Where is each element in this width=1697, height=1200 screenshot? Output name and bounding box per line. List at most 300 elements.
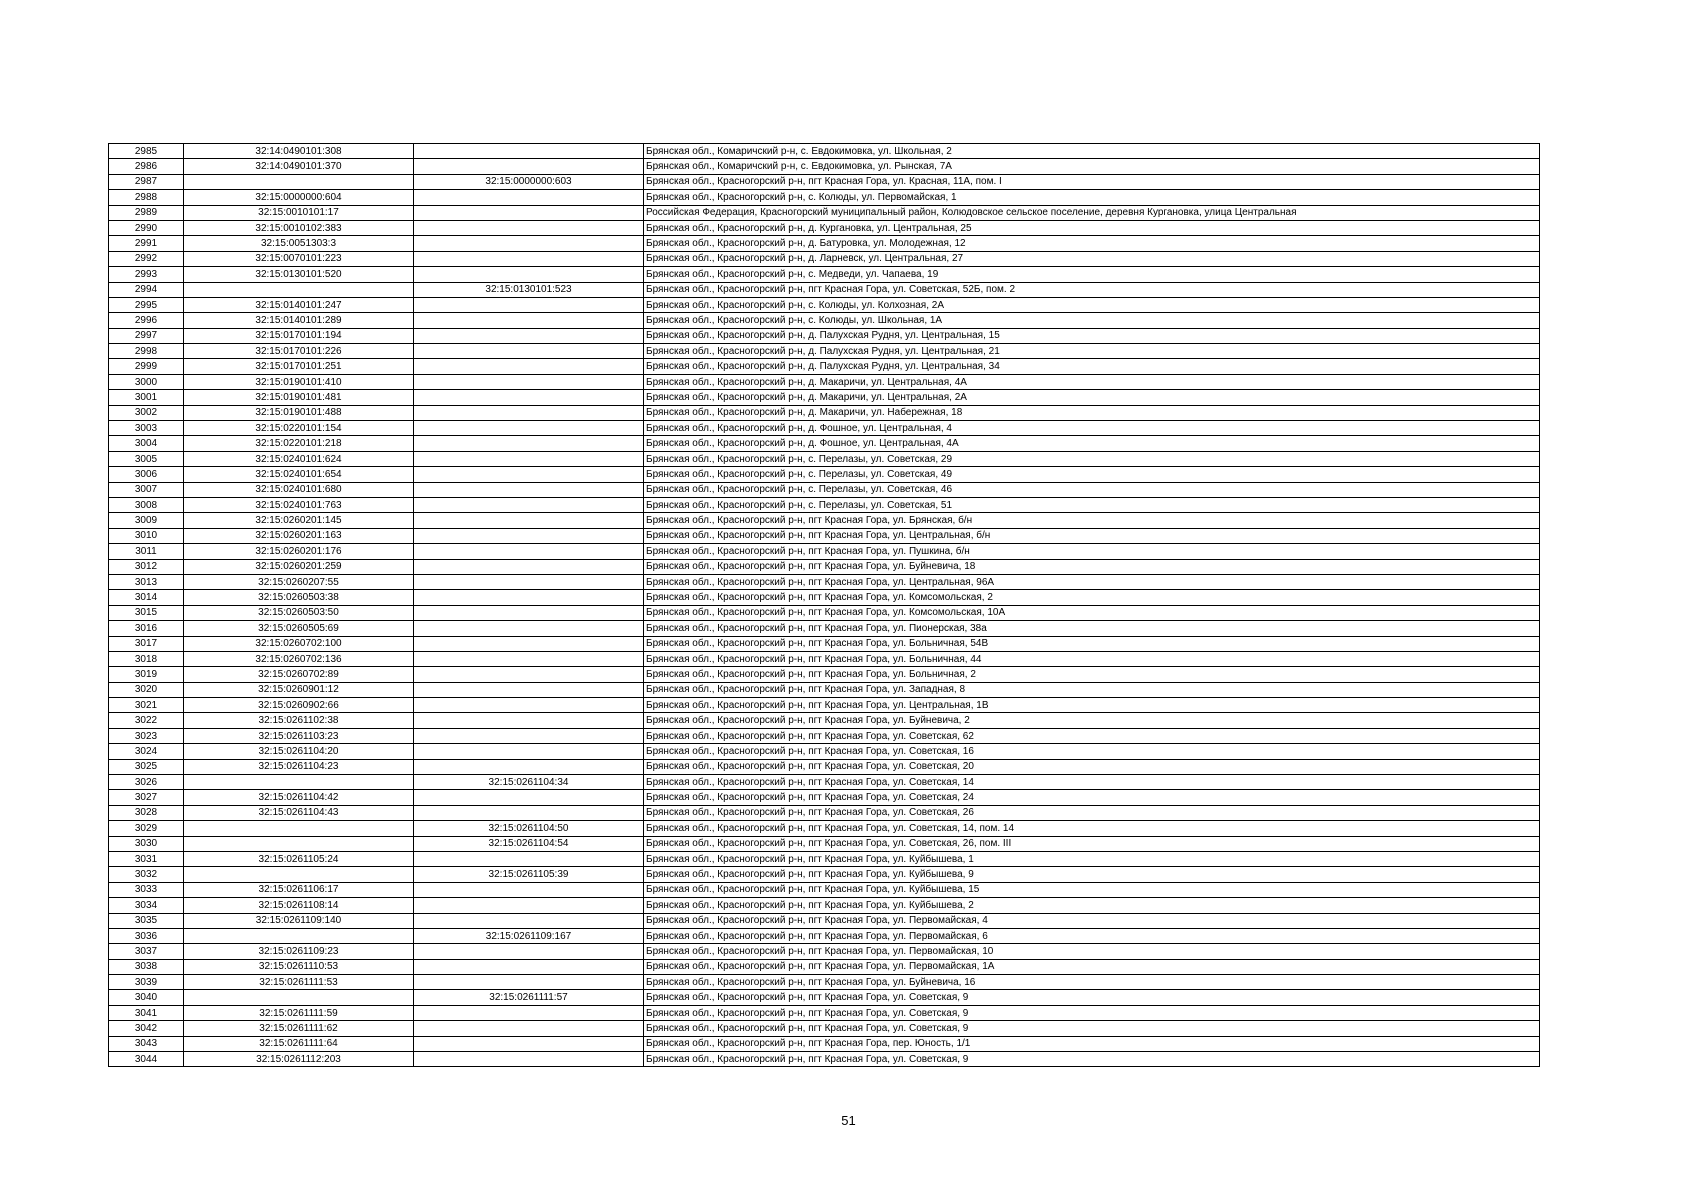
cadastral-number-room-cell [414, 805, 644, 820]
row-number-cell: 3011 [109, 544, 184, 559]
row-number-cell: 2991 [109, 236, 184, 251]
cadastral-number-room-cell [414, 636, 644, 651]
cadastral-number-room-cell [414, 590, 644, 605]
row-number-cell: 2995 [109, 297, 184, 312]
cadastral-number-land-cell: 32:15:0140101:247 [184, 297, 414, 312]
cadastral-number-land-cell: 32:15:0261104:23 [184, 759, 414, 774]
address-cell: Брянская обл., Красногорский р-н, пгт Красная Гора, ул. Советская, 14, пом. 14 [644, 821, 1540, 836]
cadastral-number-land-cell: 32:15:0261108:14 [184, 898, 414, 913]
cadastral-number-room-cell [414, 574, 644, 589]
table-row [109, 1052, 1540, 1067]
row-number-cell: 3024 [109, 744, 184, 759]
row-number-cell: 2986 [109, 159, 184, 174]
row-number-cell: 2998 [109, 344, 184, 359]
cadastral-number-room-cell [414, 359, 644, 374]
table-row [109, 944, 1540, 959]
cadastral-number-land-cell: 32:15:0261105:24 [184, 851, 414, 866]
table-row [109, 636, 1540, 651]
cadastral-number-room-cell: 32:15:0261109:167 [414, 928, 644, 943]
address-cell: Брянская обл., Красногорский р-н, пгт Красная Гора, ул. Пионерская, 38а [644, 621, 1540, 636]
row-number-cell: 3019 [109, 667, 184, 682]
address-cell: Брянская обл., Красногорский р-н, с. Колюды, ул. Колхозная, 2А [644, 297, 1540, 312]
cadastral-number-land-cell: 32:15:0010102:383 [184, 220, 414, 235]
cadastral-number-room-cell [414, 390, 644, 405]
row-number-cell: 3041 [109, 1005, 184, 1020]
cadastral-number-land-cell [184, 990, 414, 1005]
address-cell: Брянская обл., Красногорский р-н, пгт Красная Гора, ул. Центральная, 96А [644, 574, 1540, 589]
row-number-cell: 2999 [109, 359, 184, 374]
cadastral-number-room-cell: 32:15:0261104:50 [414, 821, 644, 836]
cadastral-number-land-cell: 32:15:0261109:140 [184, 913, 414, 928]
cadastral-number-land-cell [184, 174, 414, 189]
row-number-cell: 3036 [109, 928, 184, 943]
table-row [109, 482, 1540, 497]
table-row [109, 728, 1540, 743]
cadastral-number-room-cell [414, 497, 644, 512]
table-row [109, 667, 1540, 682]
address-cell: Брянская обл., Красногорский р-н, д. Макаричи, ул. Набережная, 18 [644, 405, 1540, 420]
address-cell: Брянская обл., Красногорский р-н, с. Колюды, ул. Школьная, 1А [644, 313, 1540, 328]
table-row [109, 821, 1540, 836]
cadastral-number-room-cell [414, 144, 644, 159]
address-cell: Брянская обл., Красногорский р-н, д. Макаричи, ул. Центральная, 2А [644, 390, 1540, 405]
cadastral-number-land-cell: 32:15:0261106:17 [184, 882, 414, 897]
address-cell: Брянская обл., Красногорский р-н, пгт Красная Гора, ул. Советская, 9 [644, 1052, 1540, 1067]
address-cell: Брянская обл., Красногорский р-н, пгт Красная Гора, ул. Буйневича, 18 [644, 559, 1540, 574]
cadastral-number-room-cell [414, 1036, 644, 1051]
cadastral-number-room-cell [414, 898, 644, 913]
table-row [109, 836, 1540, 851]
cadastral-number-room-cell [414, 251, 644, 266]
cadastral-number-room-cell [414, 959, 644, 974]
cadastral-number-land-cell: 32:15:0261102:38 [184, 713, 414, 728]
row-number-cell: 3035 [109, 913, 184, 928]
address-cell: Брянская обл., Красногорский р-н, пгт Красная Гора, ул. Куйбышева, 1 [644, 851, 1540, 866]
row-number-cell: 3043 [109, 1036, 184, 1051]
cadastral-number-room-cell [414, 651, 644, 666]
address-cell: Брянская обл., Красногорский р-н, пгт Красная Гора, ул. Комсомольская, 2 [644, 590, 1540, 605]
cadastral-number-room-cell [414, 267, 644, 282]
table-row [109, 605, 1540, 620]
table-row [109, 790, 1540, 805]
row-number-cell: 2997 [109, 328, 184, 343]
cadastral-number-land-cell: 32:15:0260702:100 [184, 636, 414, 651]
address-cell: Брянская обл., Красногорский р-н, д. Кургановка, ул. Центральная, 25 [644, 220, 1540, 235]
address-cell: Брянская обл., Красногорский р-н, пгт Красная Гора, ул. Первомайская, 6 [644, 928, 1540, 943]
cadastral-number-land-cell: 32:15:0261111:62 [184, 1021, 414, 1036]
row-number-cell: 3028 [109, 805, 184, 820]
table-row [109, 1021, 1540, 1036]
cadastral-number-land-cell: 32:15:0240101:654 [184, 467, 414, 482]
address-cell: Брянская обл., Красногорский р-н, пгт Красная Гора, ул. Советская, 26 [644, 805, 1540, 820]
table-row [109, 867, 1540, 882]
table-row [109, 467, 1540, 482]
row-number-cell: 2985 [109, 144, 184, 159]
cadastral-number-room-cell [414, 436, 644, 451]
cadastral-number-room-cell [414, 467, 644, 482]
row-number-cell: 3005 [109, 451, 184, 466]
table-row [109, 190, 1540, 205]
cadastral-number-land-cell: 32:15:0130101:520 [184, 267, 414, 282]
cadastral-number-room-cell [414, 451, 644, 466]
cadastral-number-land-cell [184, 282, 414, 297]
cadastral-number-land-cell: 32:15:0261104:20 [184, 744, 414, 759]
cadastral-number-land-cell: 32:15:0260201:163 [184, 528, 414, 543]
table-row [109, 174, 1540, 189]
cadastral-number-land-cell: 32:15:0260901:12 [184, 682, 414, 697]
address-cell: Брянская обл., Красногорский р-н, д. Палуxская Рудня, ул. Центральная, 34 [644, 359, 1540, 374]
row-number-cell: 3010 [109, 528, 184, 543]
row-number-cell: 3007 [109, 482, 184, 497]
table-row [109, 405, 1540, 420]
cadastral-number-room-cell [414, 605, 644, 620]
cadastral-number-land-cell: 32:15:0261109:23 [184, 944, 414, 959]
row-number-cell: 3042 [109, 1021, 184, 1036]
cadastral-number-room-cell [414, 297, 644, 312]
table-row [109, 436, 1540, 451]
table-row [109, 282, 1540, 297]
cadastral-number-room-cell [414, 421, 644, 436]
cadastral-number-room-cell [414, 621, 644, 636]
address-cell: Брянская обл., Красногорский р-н, пгт Красная Гора, ул. Красная, 11А, пом. I [644, 174, 1540, 189]
cadastral-number-room-cell: 32:15:0261111:57 [414, 990, 644, 1005]
cadastral-number-land-cell: 32:15:0260201:259 [184, 559, 414, 574]
address-cell: Брянская обл., Красногорский р-н, д. Макаричи, ул. Центральная, 4А [644, 374, 1540, 389]
cadastral-number-land-cell: 32:15:0260503:38 [184, 590, 414, 605]
cadastral-number-land-cell: 32:15:0261103:23 [184, 728, 414, 743]
row-number-cell: 3021 [109, 698, 184, 713]
row-number-cell: 3022 [109, 713, 184, 728]
address-cell: Брянская обл., Красногорский р-н, пгт Красная Гора, ул. Куйбышева, 15 [644, 882, 1540, 897]
cadastral-number-land-cell: 32:15:0260503:50 [184, 605, 414, 620]
table-row [109, 390, 1540, 405]
cadastral-number-land-cell: 32:15:0140101:289 [184, 313, 414, 328]
cadastral-number-land-cell [184, 775, 414, 790]
address-cell: Брянская обл., Красногорский р-н, д. Батуровка, ул. Молодежная, 12 [644, 236, 1540, 251]
cadastral-number-land-cell: 32:15:0170101:251 [184, 359, 414, 374]
address-cell: Брянская обл., Красногорский р-н, пгт Красная Гора, ул. Первомайская, 1А [644, 959, 1540, 974]
address-cell: Брянская обл., Красногорский р-н, пгт Красная Гора, ул. Больничная, 2 [644, 667, 1540, 682]
address-cell: Брянская обл., Красногорский р-н, пгт Красная Гора, ул. Буйневича, 16 [644, 975, 1540, 990]
address-cell: Брянская обл., Красногорский р-н, пгт Красная Гора, ул. Советская, 20 [644, 759, 1540, 774]
row-number-cell: 2994 [109, 282, 184, 297]
table-row [109, 775, 1540, 790]
address-cell: Брянская обл., Красногорский р-н, пгт Красная Гора, ул. Советская, 9 [644, 1005, 1540, 1020]
cadastral-number-land-cell: 32:15:0190101:481 [184, 390, 414, 405]
address-cell: Брянская обл., Красногорский р-н, с. Колюды, ул. Первомайская, 1 [644, 190, 1540, 205]
row-number-cell: 3031 [109, 851, 184, 866]
address-cell: Брянская обл., Красногорский р-н, пгт Красная Гора, ул. Советская, 24 [644, 790, 1540, 805]
address-cell: Брянская обл., Красногорский р-н, с. Медведи, ул. Чапаева, 19 [644, 267, 1540, 282]
row-number-cell: 3014 [109, 590, 184, 605]
row-number-cell: 3003 [109, 421, 184, 436]
table-row [109, 698, 1540, 713]
address-cell: Брянская обл., Красногорский р-н, пгт Красная Гора, ул. Куйбышева, 2 [644, 898, 1540, 913]
address-cell: Брянская обл., Красногорский р-н, д. Палуxская Рудня, ул. Центральная, 21 [644, 344, 1540, 359]
cadastral-number-room-cell [414, 159, 644, 174]
table-row [109, 220, 1540, 235]
table-row [109, 236, 1540, 251]
cadastral-number-land-cell: 32:15:0170101:194 [184, 328, 414, 343]
cadastral-number-land-cell: 32:15:0261112:203 [184, 1052, 414, 1067]
table-row [109, 975, 1540, 990]
cadastral-number-land-cell [184, 928, 414, 943]
address-cell: Брянская обл., Красногорский р-н, пгт Красная Гора, ул. Больничная, 54В [644, 636, 1540, 651]
table-row [109, 744, 1540, 759]
row-number-cell: 3026 [109, 775, 184, 790]
row-number-cell: 3027 [109, 790, 184, 805]
cadastral-number-room-cell [414, 528, 644, 543]
table-row [109, 344, 1540, 359]
cadastral-number-land-cell: 32:15:0240101:680 [184, 482, 414, 497]
cadastral-number-room-cell [414, 513, 644, 528]
row-number-cell: 3037 [109, 944, 184, 959]
table-row [109, 759, 1540, 774]
cadastral-number-land-cell: 32:14:0490101:370 [184, 159, 414, 174]
cadastral-number-room-cell [414, 713, 644, 728]
address-cell: Брянская обл., Красногорский р-н, пгт Красная Гора, ул. Первомайская, 4 [644, 913, 1540, 928]
cadastral-number-room-cell [414, 482, 644, 497]
address-cell: Брянская обл., Красногорский р-н, с. Перелазы, ул. Советская, 51 [644, 497, 1540, 512]
table-row [109, 682, 1540, 697]
cadastral-number-room-cell [414, 1052, 644, 1067]
cadastral-number-room-cell: 32:15:0261105:39 [414, 867, 644, 882]
cadastral-number-land-cell: 32:15:0261111:64 [184, 1036, 414, 1051]
address-cell: Брянская обл., Красногорский р-н, д. Палуxская Рудня, ул. Центральная, 15 [644, 328, 1540, 343]
row-number-cell: 3023 [109, 728, 184, 743]
cadastral-number-land-cell: 32:15:0261104:42 [184, 790, 414, 805]
row-number-cell: 2990 [109, 220, 184, 235]
row-number-cell: 2987 [109, 174, 184, 189]
cadastral-number-room-cell [414, 205, 644, 220]
table-row [109, 421, 1540, 436]
address-cell: Брянская обл., Красногорский р-н, пгт Красная Гора, ул. Центральная, 1В [644, 698, 1540, 713]
cadastral-number-land-cell: 32:15:0260702:136 [184, 651, 414, 666]
row-number-cell: 3017 [109, 636, 184, 651]
row-number-cell: 3032 [109, 867, 184, 882]
table-body [109, 144, 1540, 1067]
address-cell: Брянская обл., Комаричский р-н, с. Евдокимовка, ул. Рынская, 7А [644, 159, 1540, 174]
table-row [109, 328, 1540, 343]
address-cell: Брянская обл., Красногорский р-н, пгт Красная Гора, ул. Советская, 9 [644, 990, 1540, 1005]
cadastral-number-room-cell [414, 544, 644, 559]
table-row [109, 159, 1540, 174]
row-number-cell: 3008 [109, 497, 184, 512]
cadastral-number-room-cell [414, 975, 644, 990]
table-row [109, 497, 1540, 512]
table-row [109, 359, 1540, 374]
address-cell: Брянская обл., Красногорский р-н, пгт Красная Гора, ул. Западная, 8 [644, 682, 1540, 697]
cadastral-number-room-cell [414, 790, 644, 805]
address-cell: Брянская обл., Красногорский р-н, пгт Красная Гора, ул. Брянская, б/н [644, 513, 1540, 528]
cadastral-number-land-cell: 32:15:0051303:3 [184, 236, 414, 251]
address-cell: Брянская обл., Красногорский р-н, пгт Красная Гора, ул. Советская, 52Б, пом. 2 [644, 282, 1540, 297]
cadastral-number-land-cell: 32:15:0170101:226 [184, 344, 414, 359]
address-cell: Брянская обл., Красногорский р-н, пгт Красная Гора, ул. Центральная, б/н [644, 528, 1540, 543]
table-row [109, 851, 1540, 866]
address-cell: Брянская обл., Красногорский р-н, пгт Красная Гора, пер. Юность, 1/1 [644, 1036, 1540, 1051]
table-row [109, 959, 1540, 974]
cadastral-number-land-cell: 32:15:0010101:17 [184, 205, 414, 220]
row-number-cell: 2993 [109, 267, 184, 282]
table-row [109, 313, 1540, 328]
address-cell: Брянская обл., Красногорский р-н, с. Перелазы, ул. Советская, 49 [644, 467, 1540, 482]
row-number-cell: 3025 [109, 759, 184, 774]
cadastral-number-land-cell: 32:15:0261110:53 [184, 959, 414, 974]
row-number-cell: 3015 [109, 605, 184, 620]
page-number: 51 [841, 1113, 856, 1128]
cadastral-number-land-cell: 32:15:0070101:223 [184, 251, 414, 266]
row-number-cell: 3002 [109, 405, 184, 420]
row-number-cell: 3001 [109, 390, 184, 405]
cadastral-number-room-cell [414, 328, 644, 343]
address-cell: Брянская обл., Красногорский р-н, пгт Красная Гора, ул. Советская, 16 [644, 744, 1540, 759]
table-row [109, 544, 1540, 559]
cadastral-number-land-cell: 32:15:0260201:145 [184, 513, 414, 528]
cadastral-number-room-cell [414, 851, 644, 866]
cadastral-number-room-cell [414, 559, 644, 574]
address-cell: Брянская обл., Красногорский р-н, пгт Красная Гора, ул. Советская, 9 [644, 1021, 1540, 1036]
table-row [109, 528, 1540, 543]
address-cell: Брянская обл., Красногорский р-н, пгт Красная Гора, ул. Комсомольская, 10А [644, 605, 1540, 620]
cadastral-number-room-cell [414, 728, 644, 743]
address-cell: Брянская обл., Красногорский р-н, с. Перелазы, ул. Советская, 29 [644, 451, 1540, 466]
row-number-cell: 3016 [109, 621, 184, 636]
cadastral-number-land-cell: 32:15:0190101:488 [184, 405, 414, 420]
row-number-cell: 3018 [109, 651, 184, 666]
cadastral-number-room-cell [414, 1005, 644, 1020]
cadastral-number-room-cell: 32:15:0261104:34 [414, 775, 644, 790]
address-cell: Брянская обл., Красногорский р-н, пгт Красная Гора, ул. Куйбышева, 9 [644, 867, 1540, 882]
cadastral-number-land-cell: 32:15:0261111:53 [184, 975, 414, 990]
cadastral-number-land-cell: 32:15:0000000:604 [184, 190, 414, 205]
cadastral-number-land-cell: 32:15:0260702:89 [184, 667, 414, 682]
table-row [109, 590, 1540, 605]
table-row [109, 805, 1540, 820]
table-row [109, 574, 1540, 589]
table-row [109, 928, 1540, 943]
address-cell: Брянская обл., Красногорский р-н, пгт Красная Гора, ул. Советская, 62 [644, 728, 1540, 743]
row-number-cell: 3039 [109, 975, 184, 990]
table-row [109, 144, 1540, 159]
address-cell: Брянская обл., Красногорский р-н, с. Перелазы, ул. Советская, 46 [644, 482, 1540, 497]
table-row [109, 297, 1540, 312]
cadastral-number-room-cell [414, 682, 644, 697]
cadastral-number-room-cell [414, 236, 644, 251]
cadastral-number-room-cell [414, 698, 644, 713]
row-number-cell: 3034 [109, 898, 184, 913]
address-cell: Брянская обл., Красногорский р-н, д. Фошное, ул. Центральная, 4А [644, 436, 1540, 451]
table-row [109, 559, 1540, 574]
row-number-cell: 3012 [109, 559, 184, 574]
table-row [109, 1005, 1540, 1020]
table-row [109, 513, 1540, 528]
cadastral-number-land-cell: 32:15:0220101:218 [184, 436, 414, 451]
table-row [109, 713, 1540, 728]
cadastral-number-land-cell: 32:15:0190101:410 [184, 374, 414, 389]
row-number-cell: 3029 [109, 821, 184, 836]
address-cell: Брянская обл., Красногорский р-н, пгт Красная Гора, ул. Больничная, 44 [644, 651, 1540, 666]
cadastral-number-room-cell [414, 744, 644, 759]
cadastral-number-room-cell [414, 882, 644, 897]
address-cell: Брянская обл., Красногорский р-н, пгт Красная Гора, ул. Буйневича, 2 [644, 713, 1540, 728]
cadastral-number-room-cell [414, 944, 644, 959]
cadastral-number-room-cell [414, 1021, 644, 1036]
cadastral-number-land-cell: 32:15:0261104:43 [184, 805, 414, 820]
table-row [109, 205, 1540, 220]
address-cell: Брянская обл., Красногорский р-н, д. Фошное, ул. Центральная, 4 [644, 421, 1540, 436]
cadastral-number-land-cell: 32:15:0260902:66 [184, 698, 414, 713]
table-row [109, 621, 1540, 636]
row-number-cell: 2988 [109, 190, 184, 205]
address-cell: Российская Федерация, Красногорский муниципальный район, Колюдовское сельское поселение, деревня Кургановка, улица Центральная [644, 205, 1540, 220]
cadastral-number-land-cell [184, 836, 414, 851]
cadastral-number-land-cell: 32:15:0240101:763 [184, 497, 414, 512]
table-row [109, 451, 1540, 466]
row-number-cell: 3038 [109, 959, 184, 974]
cadastral-number-land-cell: 32:15:0260207:55 [184, 574, 414, 589]
table-row [109, 267, 1540, 282]
row-number-cell: 2989 [109, 205, 184, 220]
cadastral-number-room-cell: 32:15:0000000:603 [414, 174, 644, 189]
cadastral-number-land-cell: 32:15:0261111:59 [184, 1005, 414, 1020]
cadastral-number-room-cell: 32:15:0261104:54 [414, 836, 644, 851]
cadastral-number-land-cell [184, 821, 414, 836]
table-row [109, 913, 1540, 928]
cadastral-number-room-cell: 32:15:0130101:523 [414, 282, 644, 297]
address-cell: Брянская обл., Красногорский р-н, пгт Красная Гора, ул. Первомайская, 10 [644, 944, 1540, 959]
cadastral-number-room-cell [414, 913, 644, 928]
row-number-cell: 3044 [109, 1052, 184, 1067]
cadastral-number-room-cell [414, 313, 644, 328]
row-number-cell: 3020 [109, 682, 184, 697]
table-row [109, 651, 1540, 666]
cadastral-number-room-cell [414, 405, 644, 420]
row-number-cell: 3000 [109, 374, 184, 389]
address-cell: Брянская обл., Комаричский р-н, с. Евдокимовка, ул. Школьная, 2 [644, 144, 1540, 159]
row-number-cell: 3040 [109, 990, 184, 1005]
table-row [109, 898, 1540, 913]
cadastral-number-land-cell: 32:15:0220101:154 [184, 421, 414, 436]
cadastral-number-room-cell [414, 759, 644, 774]
address-cell: Брянская обл., Красногорский р-н, пгт Красная Гора, ул. Советская, 14 [644, 775, 1540, 790]
cadastral-number-land-cell: 32:15:0260201:176 [184, 544, 414, 559]
cadastral-number-room-cell [414, 190, 644, 205]
row-number-cell: 3004 [109, 436, 184, 451]
property-table [108, 143, 1540, 1067]
cadastral-number-room-cell [414, 220, 644, 235]
cadastral-number-land-cell: 32:15:0260505:69 [184, 621, 414, 636]
row-number-cell: 3009 [109, 513, 184, 528]
cadastral-number-room-cell [414, 344, 644, 359]
address-cell: Брянская обл., Красногорский р-н, д. Ларневск, ул. Центральная, 27 [644, 251, 1540, 266]
row-number-cell: 3033 [109, 882, 184, 897]
row-number-cell: 3006 [109, 467, 184, 482]
table-row [109, 251, 1540, 266]
row-number-cell: 3030 [109, 836, 184, 851]
row-number-cell: 2992 [109, 251, 184, 266]
cadastral-number-room-cell [414, 374, 644, 389]
row-number-cell: 3013 [109, 574, 184, 589]
table-row [109, 1036, 1540, 1051]
table-row [109, 990, 1540, 1005]
table-row [109, 882, 1540, 897]
cadastral-number-land-cell: 32:14:0490101:308 [184, 144, 414, 159]
cadastral-number-land-cell: 32:15:0240101:624 [184, 451, 414, 466]
cadastral-number-land-cell [184, 867, 414, 882]
cadastral-number-room-cell [414, 667, 644, 682]
row-number-cell: 2996 [109, 313, 184, 328]
